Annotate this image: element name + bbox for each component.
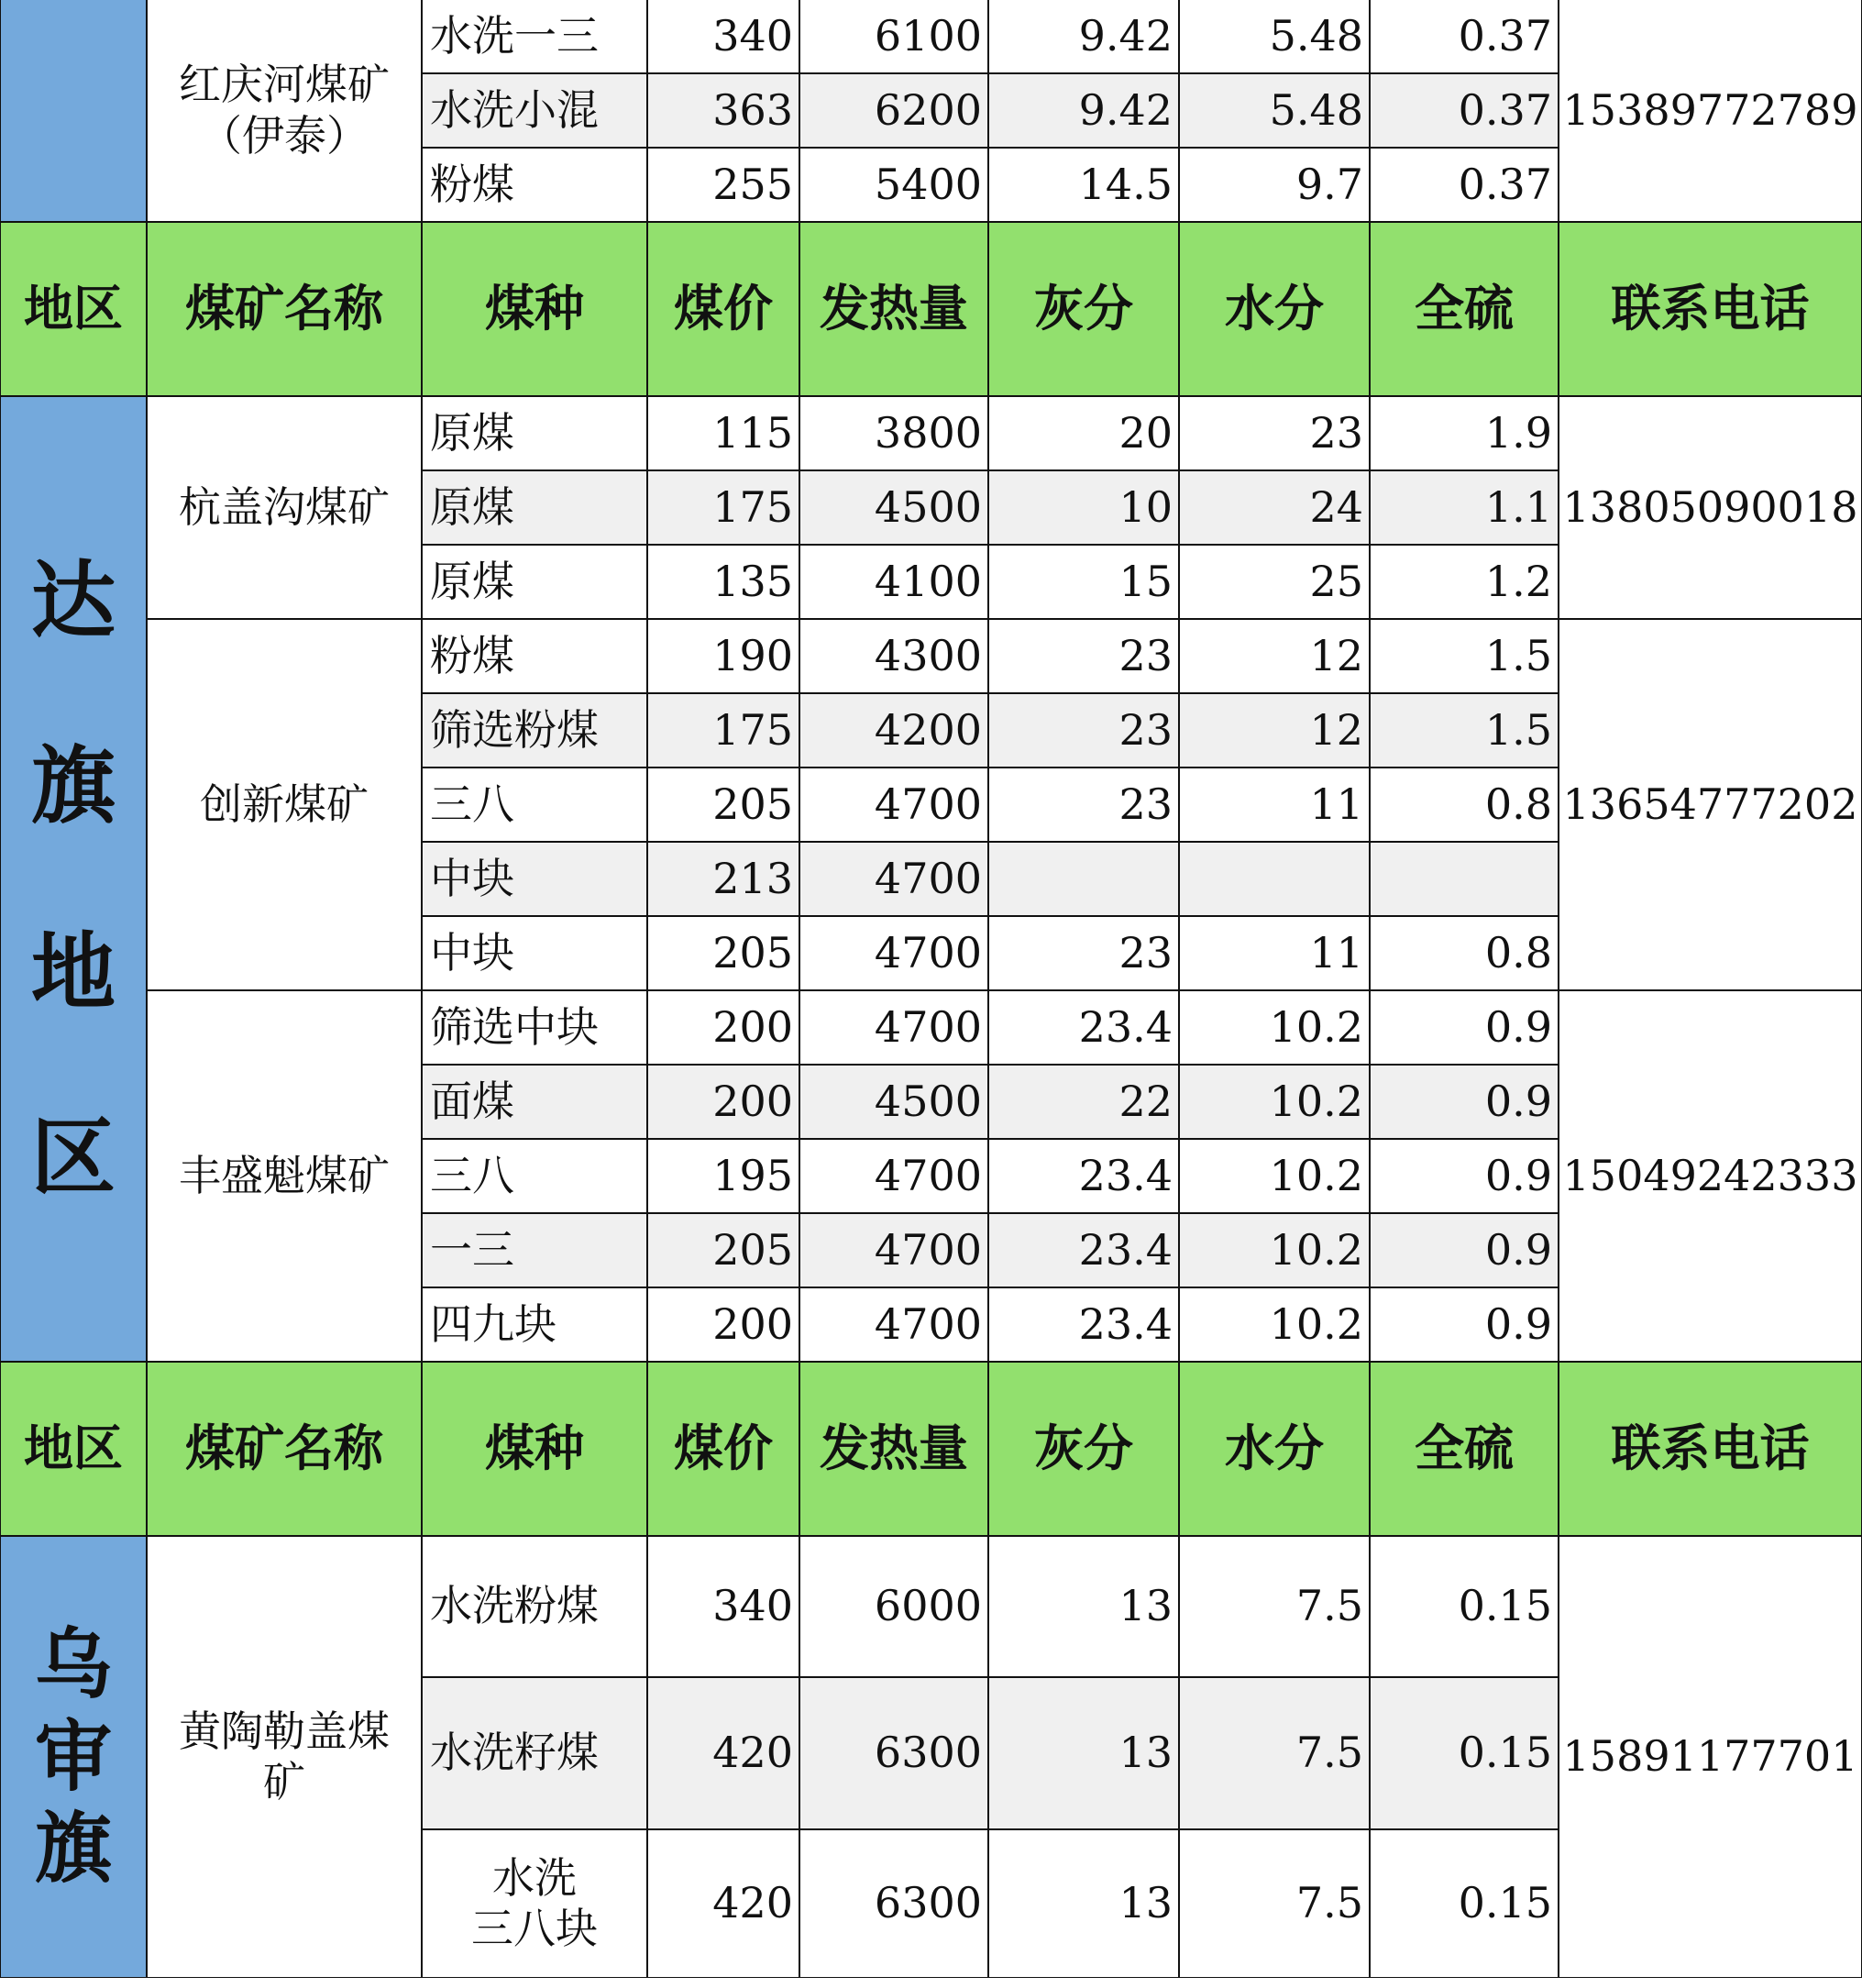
ash-cell: 15 — [988, 545, 1179, 619]
ash-cell: 23.4 — [988, 1139, 1179, 1213]
calorific-value-cell: 4700 — [799, 990, 988, 1065]
header-ash: 灰分 — [988, 222, 1179, 396]
coal-type-cell: 中块 — [422, 842, 647, 916]
mine-name: 红庆河煤矿 （伊泰） — [147, 0, 422, 222]
region-cell — [0, 0, 147, 222]
calorific-value-cell: 6000 — [799, 1536, 988, 1677]
phone-number: 13805090018 — [1559, 396, 1862, 619]
calorific-value-cell: 4700 — [799, 1287, 988, 1362]
price-cell: 255 — [647, 148, 799, 222]
calorific-value-cell: 6300 — [799, 1677, 988, 1829]
phone-number: 15389772789 — [1559, 0, 1862, 222]
ash-cell: 13 — [988, 1829, 1179, 1978]
header-region: 地区 — [0, 222, 147, 396]
header-moisture: 水分 — [1179, 222, 1370, 396]
price-cell: 175 — [647, 470, 799, 545]
coal-type-cell: 筛选中块 — [422, 990, 647, 1065]
moisture-cell: 11 — [1179, 916, 1370, 990]
price-cell: 175 — [647, 693, 799, 768]
header-calorific: 发热量 — [799, 1362, 988, 1536]
calorific-value-cell: 4500 — [799, 1065, 988, 1139]
price-cell: 363 — [647, 73, 799, 148]
sulfur-cell — [1370, 842, 1559, 916]
ash-cell — [988, 842, 1179, 916]
coal-type-cell: 面煤 — [422, 1065, 647, 1139]
sulfur-cell: 1.5 — [1370, 693, 1559, 768]
calorific-value-cell: 4100 — [799, 545, 988, 619]
coal-type-cell: 粉煤 — [422, 619, 647, 693]
coal-type-cell: 三八 — [422, 1139, 647, 1213]
price-cell: 340 — [647, 1536, 799, 1677]
header-price: 煤价 — [647, 222, 799, 396]
coal-type-cell: 水洗 三八块 — [422, 1829, 647, 1978]
coal-type-cell: 水洗籽煤 — [422, 1677, 647, 1829]
price-cell: 190 — [647, 619, 799, 693]
ash-cell: 23 — [988, 619, 1179, 693]
ash-cell: 23 — [988, 768, 1179, 842]
ash-cell: 22 — [988, 1065, 1179, 1139]
sulfur-cell: 1.1 — [1370, 470, 1559, 545]
ash-cell: 23.4 — [988, 990, 1179, 1065]
sulfur-cell: 0.37 — [1370, 148, 1559, 222]
sulfur-cell: 0.9 — [1370, 1065, 1559, 1139]
moisture-cell: 7.5 — [1179, 1536, 1370, 1677]
price-cell: 213 — [647, 842, 799, 916]
price-cell: 205 — [647, 768, 799, 842]
sulfur-cell: 0.37 — [1370, 0, 1559, 73]
ash-cell: 23.4 — [988, 1287, 1179, 1362]
price-cell: 340 — [647, 0, 799, 73]
phone-number: 15049242333 — [1559, 990, 1862, 1362]
price-cell: 115 — [647, 396, 799, 470]
header-sulfur: 全硫 — [1370, 1362, 1559, 1536]
region-cell: 达 旗 地 区 — [0, 396, 147, 1362]
moisture-cell: 5.48 — [1179, 0, 1370, 73]
region-cell: 乌 审 旗 — [0, 1536, 147, 1978]
price-cell: 195 — [647, 1139, 799, 1213]
calorific-value-cell: 6300 — [799, 1829, 988, 1978]
sulfur-cell: 1.9 — [1370, 396, 1559, 470]
ash-cell: 14.5 — [988, 148, 1179, 222]
mine-name: 创新煤矿 — [147, 619, 422, 990]
header-price: 煤价 — [647, 1362, 799, 1536]
header-calorific: 发热量 — [799, 222, 988, 396]
price-cell: 200 — [647, 990, 799, 1065]
moisture-cell: 24 — [1179, 470, 1370, 545]
calorific-value-cell: 4700 — [799, 1213, 988, 1287]
moisture-cell: 5.48 — [1179, 73, 1370, 148]
moisture-cell — [1179, 842, 1370, 916]
ash-cell: 23.4 — [988, 1213, 1179, 1287]
sulfur-cell: 1.5 — [1370, 619, 1559, 693]
header-sulfur: 全硫 — [1370, 222, 1559, 396]
moisture-cell: 7.5 — [1179, 1677, 1370, 1829]
moisture-cell: 11 — [1179, 768, 1370, 842]
mine-name: 黄陶勒盖煤 矿 — [147, 1536, 422, 1978]
moisture-cell: 12 — [1179, 619, 1370, 693]
header-moisture: 水分 — [1179, 1362, 1370, 1536]
header-mine-name: 煤矿名称 — [147, 222, 422, 396]
coal-type-cell: 水洗一三 — [422, 0, 647, 73]
header-ash: 灰分 — [988, 1362, 1179, 1536]
header-coal-type: 煤种 — [422, 222, 647, 396]
sulfur-cell: 0.15 — [1370, 1677, 1559, 1829]
ash-cell: 20 — [988, 396, 1179, 470]
price-cell: 200 — [647, 1065, 799, 1139]
calorific-value-cell: 4700 — [799, 842, 988, 916]
price-cell: 205 — [647, 916, 799, 990]
moisture-cell: 10.2 — [1179, 1287, 1370, 1362]
coal-type-cell: 原煤 — [422, 545, 647, 619]
moisture-cell: 7.5 — [1179, 1829, 1370, 1978]
coal-type-cell: 三八 — [422, 768, 647, 842]
ash-cell: 9.42 — [988, 73, 1179, 148]
coal-type-cell: 一三 — [422, 1213, 647, 1287]
header-phone: 联系电话 — [1559, 1362, 1862, 1536]
mine-name: 杭盖沟煤矿 — [147, 396, 422, 619]
header-coal-type: 煤种 — [422, 1362, 647, 1536]
mine-name: 丰盛魁煤矿 — [147, 990, 422, 1362]
moisture-cell: 9.7 — [1179, 148, 1370, 222]
coal-type-cell: 筛选粉煤 — [422, 693, 647, 768]
moisture-cell: 10.2 — [1179, 1139, 1370, 1213]
sulfur-cell: 0.37 — [1370, 73, 1559, 148]
calorific-value-cell: 6200 — [799, 73, 988, 148]
sulfur-cell: 0.8 — [1370, 768, 1559, 842]
moisture-cell: 23 — [1179, 396, 1370, 470]
calorific-value-cell: 3800 — [799, 396, 988, 470]
calorific-value-cell: 6100 — [799, 0, 988, 73]
coal-type-cell: 中块 — [422, 916, 647, 990]
calorific-value-cell: 4300 — [799, 619, 988, 693]
sulfur-cell: 0.9 — [1370, 990, 1559, 1065]
header-mine-name: 煤矿名称 — [147, 1362, 422, 1536]
sulfur-cell: 0.15 — [1370, 1536, 1559, 1677]
sulfur-cell: 0.9 — [1370, 1213, 1559, 1287]
coal-type-cell: 四九块 — [422, 1287, 647, 1362]
sulfur-cell: 0.9 — [1370, 1139, 1559, 1213]
price-cell: 420 — [647, 1677, 799, 1829]
ash-cell: 23 — [988, 693, 1179, 768]
ash-cell: 23 — [988, 916, 1179, 990]
calorific-value-cell: 4700 — [799, 768, 988, 842]
sulfur-cell: 1.2 — [1370, 545, 1559, 619]
coal-type-cell: 粉煤 — [422, 148, 647, 222]
header-phone: 联系电话 — [1559, 222, 1862, 396]
price-cell: 420 — [647, 1829, 799, 1978]
sulfur-cell: 0.9 — [1370, 1287, 1559, 1362]
moisture-cell: 12 — [1179, 693, 1370, 768]
coal-type-cell: 原煤 — [422, 470, 647, 545]
header-region: 地区 — [0, 1362, 147, 1536]
moisture-cell: 25 — [1179, 545, 1370, 619]
ash-cell: 9.42 — [988, 0, 1179, 73]
ash-cell: 13 — [988, 1677, 1179, 1829]
price-cell: 205 — [647, 1213, 799, 1287]
calorific-value-cell: 5400 — [799, 148, 988, 222]
calorific-value-cell: 4200 — [799, 693, 988, 768]
coal-type-cell: 原煤 — [422, 396, 647, 470]
coal-type-cell: 水洗粉煤 — [422, 1536, 647, 1677]
moisture-cell: 10.2 — [1179, 1213, 1370, 1287]
ash-cell: 10 — [988, 470, 1179, 545]
moisture-cell: 10.2 — [1179, 990, 1370, 1065]
phone-number: 13654777202 — [1559, 619, 1862, 990]
moisture-cell: 10.2 — [1179, 1065, 1370, 1139]
ash-cell: 13 — [988, 1536, 1179, 1677]
coal-type-cell: 水洗小混 — [422, 73, 647, 148]
phone-number: 15891177701 — [1559, 1536, 1862, 1978]
sulfur-cell: 0.15 — [1370, 1829, 1559, 1978]
calorific-value-cell: 4700 — [799, 1139, 988, 1213]
calorific-value-cell: 4700 — [799, 916, 988, 990]
sulfur-cell: 0.8 — [1370, 916, 1559, 990]
price-cell: 135 — [647, 545, 799, 619]
calorific-value-cell: 4500 — [799, 470, 988, 545]
price-cell: 200 — [647, 1287, 799, 1362]
